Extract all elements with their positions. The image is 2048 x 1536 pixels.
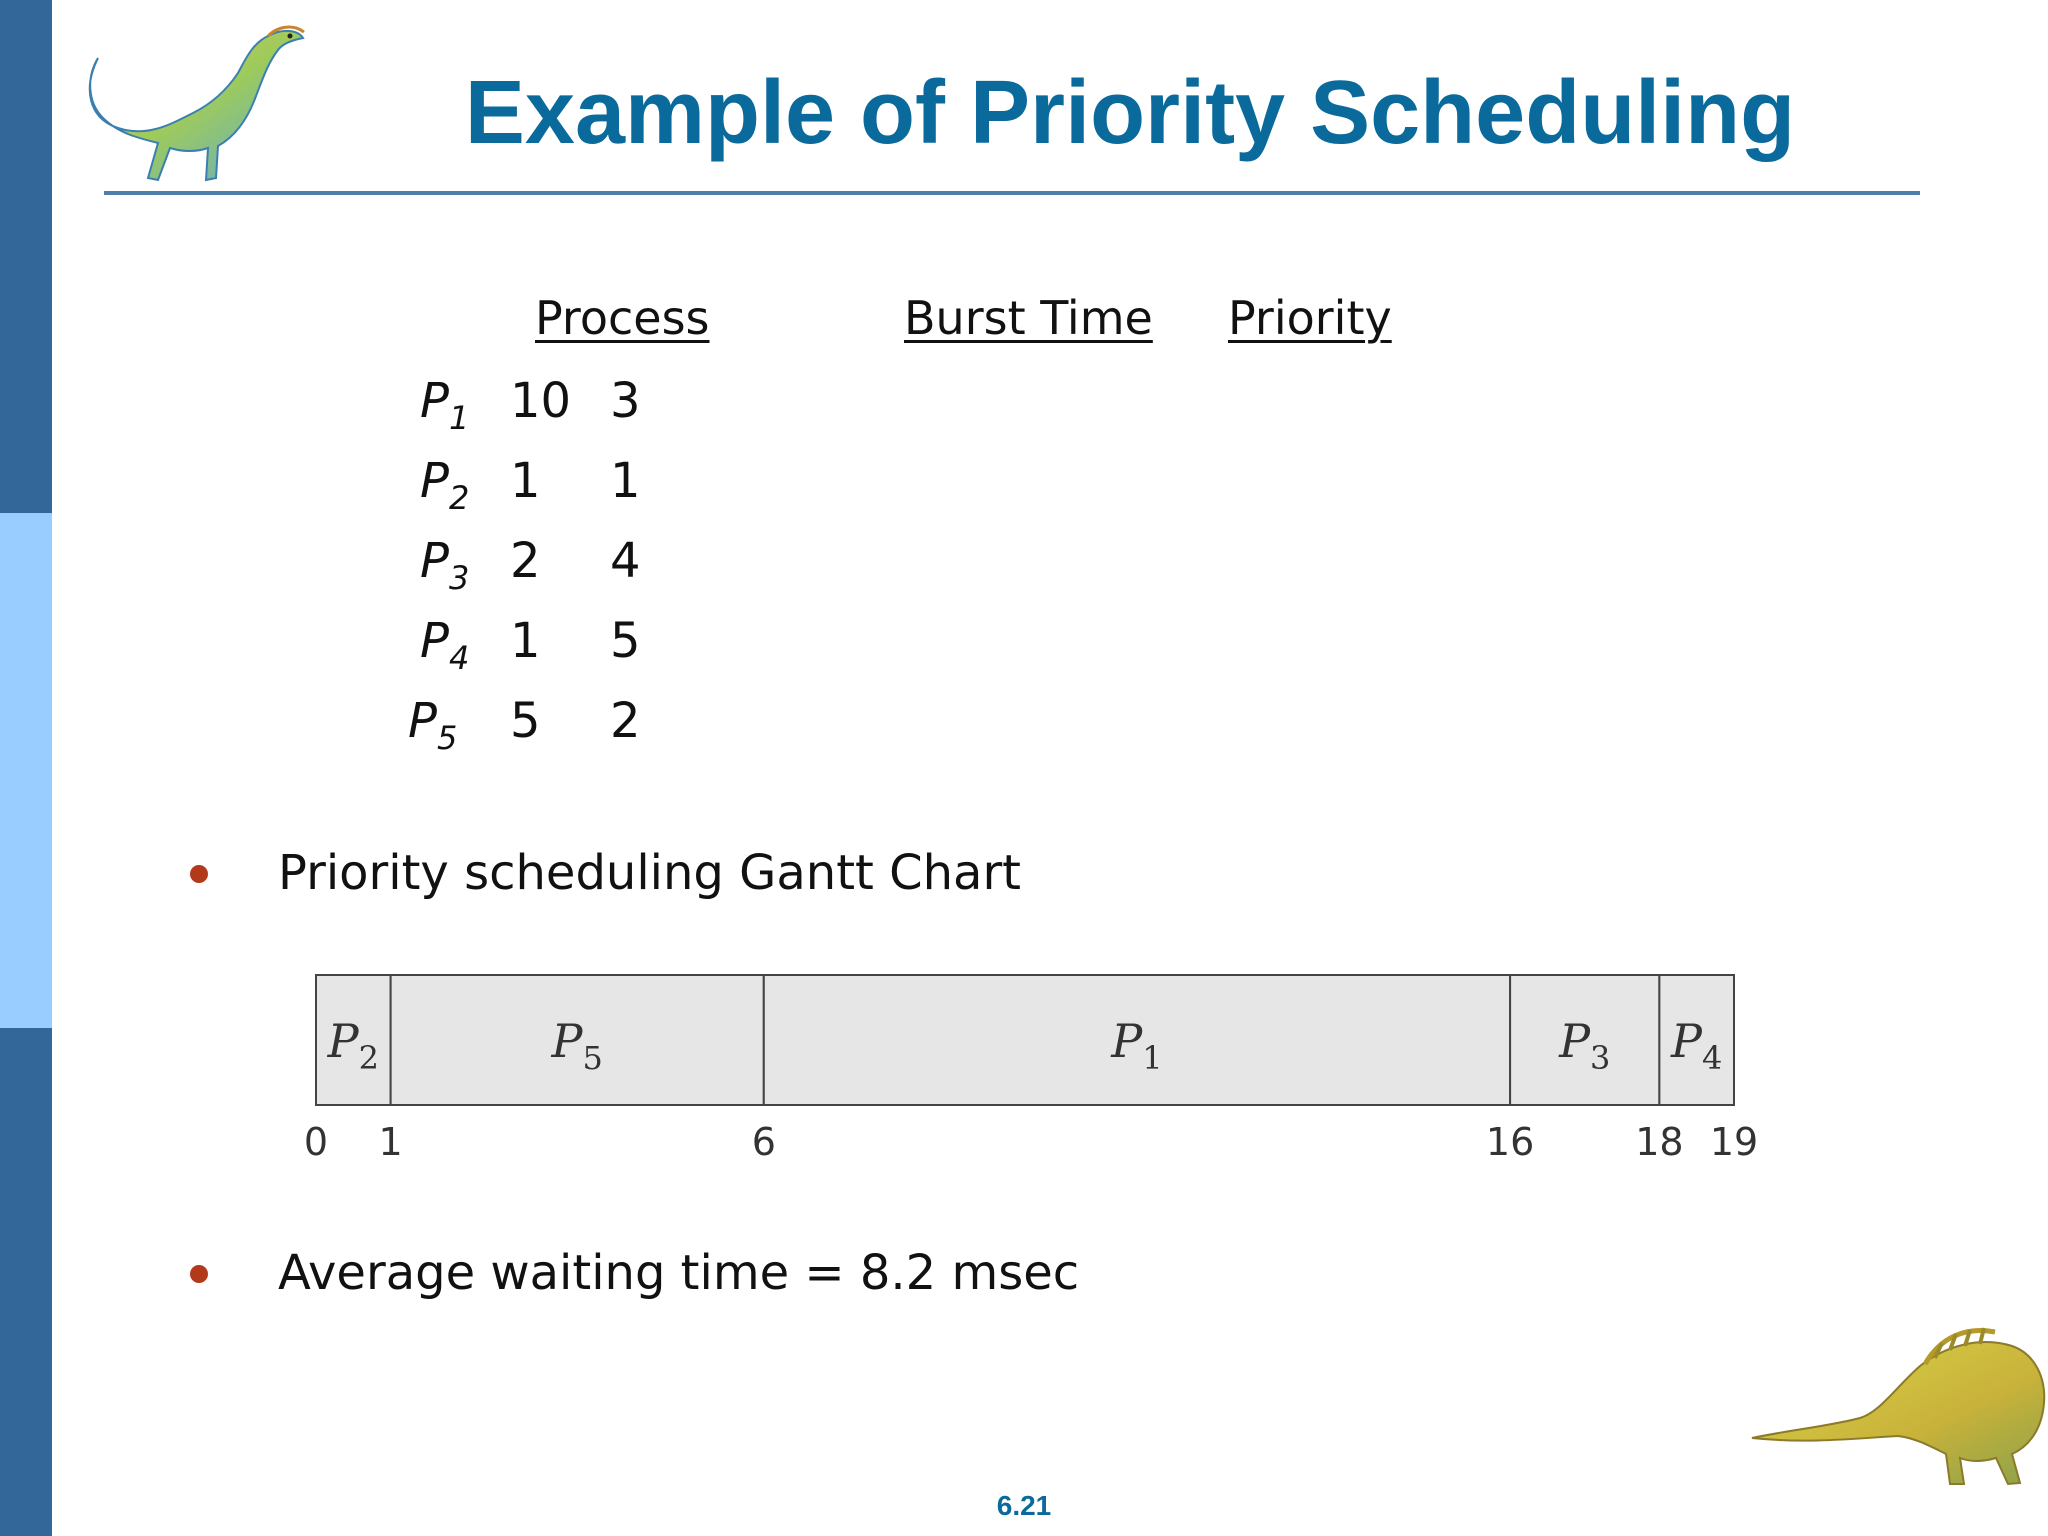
bullet-gantt-label [190, 838, 1390, 908]
sidebar-segment-top [0, 0, 52, 513]
gantt-tick-label: 1 [378, 1120, 403, 1164]
bullet-text: Average waiting time = 8.2 msec [278, 1245, 1080, 1301]
process-name: $P_5$ [408, 693, 458, 757]
header-priority: Priority [1228, 291, 1392, 345]
table-row [420, 528, 680, 597]
bullet-average-waiting [190, 1238, 1390, 1308]
gantt-tick-label: 0 [303, 1120, 329, 1164]
header-burst-time: Burst Time [904, 291, 1153, 345]
gantt-tick-label: 16 [1485, 1120, 1535, 1164]
table-row [420, 608, 680, 677]
sidebar-segment-bottom [0, 1028, 52, 1536]
burst-value: 1 [510, 453, 541, 509]
burst-value: 5 [510, 693, 541, 749]
table-row [420, 448, 680, 517]
bullet-dot-icon [190, 865, 208, 883]
gantt-segment-label: $P_2$ [327, 1014, 379, 1077]
page-number: 6.21 [996, 1490, 1052, 1521]
sidebar-segment-middle [0, 513, 52, 1028]
gantt-segment-label: $P_5$ [551, 1014, 603, 1077]
gantt-segment-label: $P_1$ [1111, 1014, 1163, 1077]
table-row [420, 368, 680, 437]
table-row [408, 688, 680, 757]
priority-value: 4 [610, 533, 641, 589]
priority-value: 5 [610, 613, 641, 669]
gantt-segment-label: $P_3$ [1559, 1014, 1611, 1077]
header-process: Process [535, 291, 710, 345]
gantt-segment-label: $P_4$ [1671, 1014, 1723, 1077]
priority-value: 3 [610, 373, 641, 429]
page-title: Example of Priority Scheduling [464, 63, 1796, 163]
gantt-tick-label: 18 [1635, 1120, 1684, 1164]
process-name: $P_3$ [420, 533, 470, 597]
priority-value: 1 [610, 453, 641, 509]
process-name: $P_4$ [420, 613, 470, 677]
bullet-dot-icon [190, 1265, 208, 1283]
process-name: $P_2$ [420, 453, 470, 517]
dinosaur-icon [1750, 1318, 2048, 1488]
dinosaur-icon [78, 18, 313, 190]
sidebar-stripe [0, 0, 52, 1536]
gantt-tick-label: 19 [1709, 1120, 1759, 1164]
process-name: $P_1$ [420, 373, 470, 437]
gantt-chart [290, 955, 1759, 1165]
bullet-text: Priority scheduling Gantt Chart [278, 845, 1021, 901]
burst-value: 10 [510, 373, 572, 429]
priority-value: 2 [610, 693, 641, 749]
gantt-tick-label: 6 [751, 1120, 776, 1164]
title-divider [104, 191, 1920, 195]
burst-value: 1 [510, 613, 541, 669]
burst-value: 2 [510, 533, 541, 589]
